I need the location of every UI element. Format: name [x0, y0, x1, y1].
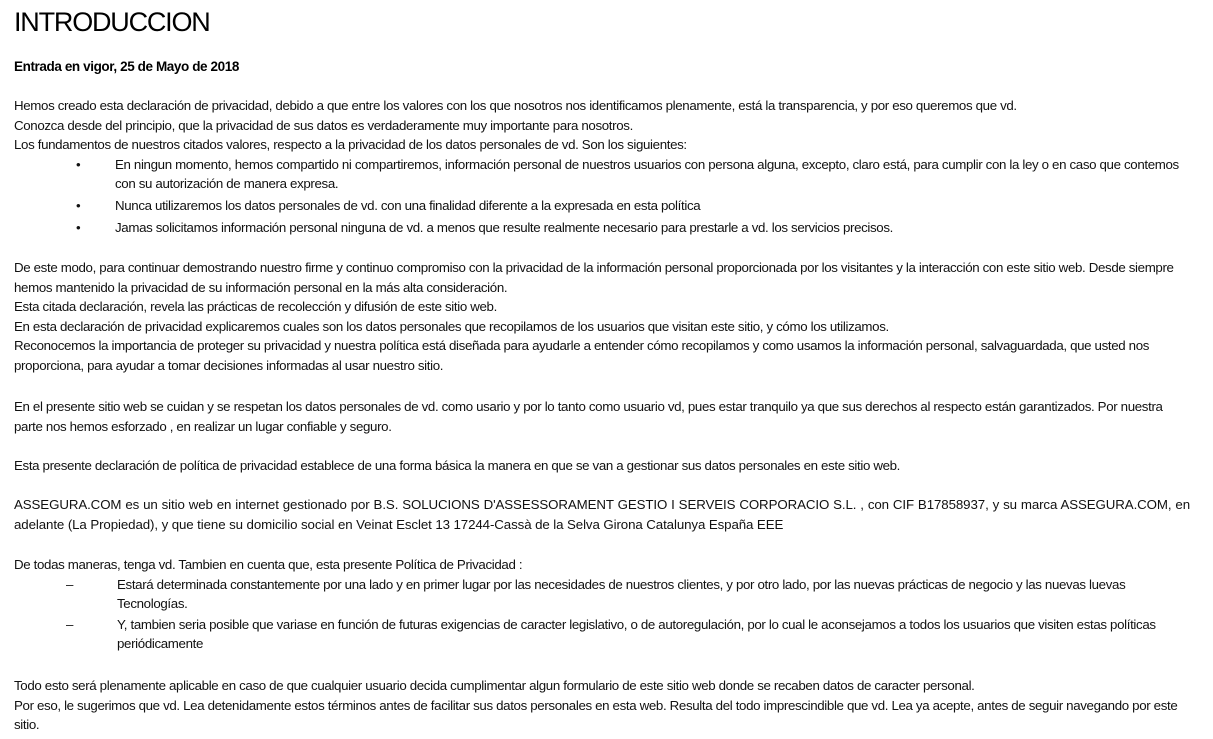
list-item-text: En ningun momento, hemos compartido ni compartiremos, información personal de nuestros usuarios con persona alguna, excepto, claro está, para cumplir con la ley o en caso que contemos con su autorización de manera expresa. [115, 156, 1179, 192]
intro-section [14, 96, 1190, 237]
policy-basic-section [14, 456, 1190, 476]
intro-line: Los fundamentos de nuestros citados valores, respecto a la privacidad de los datos personales de vd. Son los siguientes: [14, 137, 687, 153]
paragraph-line: Esta citada declaración, revela las prácticas de recolección y difusión de este sitio web. [14, 299, 497, 315]
paragraph-line: Todo esto será plenamente aplicable en caso de que cualquier usuario decida cumplimentar algun formulario de este sitio web donde se recaben datos de caracter personal. [14, 678, 975, 693]
owner-section [14, 495, 1190, 534]
intro-line: Hemos creado esta declaración de privacidad, debido a que entre los valores con los que nosotros nos identificamos plenamente, está la transparencia, y por eso queremos que vd. [14, 98, 1017, 113]
commitment-section [14, 258, 1190, 376]
care-section [14, 397, 1190, 436]
paragraph-line: De este modo, para continuar demostrando nuestro firme y continuo compromiso con la privacidad de la información personal proporcionada por los visitantes y la interacción con este sitio web. Desde siempre hemos mantenido la privacidad de su información personal en la más alta consideración. [14, 260, 1174, 295]
list-item-text: Nunca utilizaremos los datos personales de vd. con una finalidad diferente a la expresada en esta política [115, 197, 701, 213]
paragraph-line: De todas maneras, tenga vd. Tambien en cuenta que, esta presente Política de Privacidad : [14, 557, 523, 572]
list-item [14, 615, 1190, 654]
list-item [14, 575, 1190, 614]
list-item [14, 196, 1190, 216]
dash-marker: – [66, 576, 74, 592]
list-item [14, 155, 1190, 194]
paragraph-line: En esta declaración de privacidad explicaremos cuales son los datos personales que recopilamos de los usuarios que visitan este sitio, y cómo los utilizamos. [14, 318, 889, 334]
intro-line: Conozca desde del principio, que la privacidad de sus datos es verdaderamente muy importante para nosotros. [14, 117, 633, 133]
list-item-text: Y, tambien seria posible que variase en función de futuras exigencias de caracter legislativo, o de autoregulación, por lo cual le aconsejamos a todos los usuarios que visiten estas políticas periódicamente [117, 616, 1156, 652]
bullet-marker: • [76, 156, 81, 172]
paragraph-line: Por eso, le sugerimos que vd. Lea detenidamente estos términos antes de facilitar sus datos personales en esta web. Resulta del todo imprescindible que vd. Lea ya acepte, antes de seguir navegando por este sitio. [14, 697, 1178, 733]
page-title: INTRODUCCION [14, 7, 210, 37]
bullet-marker: • [76, 219, 81, 235]
dash-marker: – [66, 616, 74, 632]
closing-section [14, 676, 1190, 735]
bullet-marker: • [76, 197, 81, 213]
paragraph-line: Reconocemos la importancia de proteger su privacidad y nuestra política está diseñada para ayudarle a entender cómo recopilamos y como usamos la información personal, salvaguardada, que usted nos proporciona, para ayudar a tomar decisiones informadas al usar nuestro sitio. [14, 338, 1150, 373]
changes-list [14, 575, 1190, 654]
paragraph: ASSEGURA.COM es un sitio web en internet gestionado por B.S. SOLUCIONS D'ASSESSORAMENT GESTIO I SERVEIS CORPORACIO S.L. , con CIF B17858937, y su marca ASSEGURA.COM, en adelante (La Propiedad), y que tiene su domicilio social en Veinat Esclet 13 17244-Cassà de la Selva Girona Catalunya España EEE [14, 497, 1190, 532]
paragraph: Esta presente declaración de política de privacidad establece de una forma básica la manera en que se van a gestionar sus datos personales en este sitio web. [14, 458, 901, 473]
principles-list [14, 155, 1190, 237]
list-item-text: Jamas solicitamos información personal ninguna de vd. a menos que resulte realmente necesario para prestarle a vd. los servicios precisos. [115, 219, 893, 235]
effective-date: Entrada en vigor, 25 de Mayo de 2018 [14, 59, 239, 74]
list-item [14, 218, 1190, 238]
paragraph: En el presente sitio web se cuidan y se respetan los datos personales de vd. como usario y por lo tanto como usuario vd, pues estar tranquilo ya que sus derechos al respecto están garantizados. Por nuestra parte nos hemos esforzado , en realizar un lugar confiable y seguro. [14, 399, 1163, 434]
list-item-text: Estará determinada constantemente por una lado y en primer lugar por las necesidades de nuestros clientes, y por otro lado, por las nuevas prácticas de negocio y las nuevas luevas Tecnologías. [117, 576, 1126, 612]
changes-section [14, 555, 1190, 654]
